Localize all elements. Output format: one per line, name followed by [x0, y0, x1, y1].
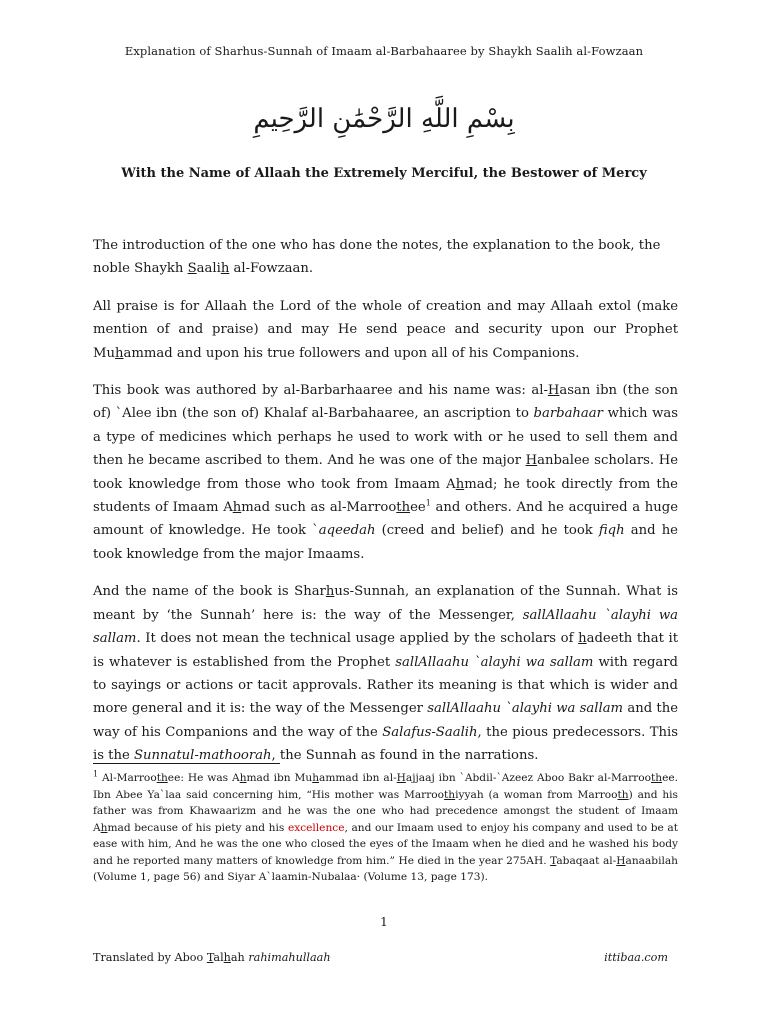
page-number: 1 [380, 915, 388, 929]
highlighted-word: excellence [287, 821, 345, 834]
running-header: Explanation of Sharhus-Sunnah of Imaam al-Barbahaaree by Shaykh Saalih al-Fowzaan [124, 44, 644, 58]
footnote-marker: 1 [93, 769, 99, 779]
footer-translator: Translated by Aboo Talhah rahimahullaah [93, 951, 331, 964]
paragraph-author: This book was authored by al-Barbarhaaree and his name was: al-Hasan ibn (the son of) `Alee ibn (the son of) Khalaf al-Barbahaaree, an ascription to barbahaar which was a type of medicines which perhaps he used to work with or he used to sell them and then he became ascribed to them. And he was one of the major Hanbalee scholars. He took knowledge from those who took from Imaam Ahmad; he took directly from the students of Imaam Ahmad such as al-Marroothee$^1$ and others. And he acquired a huge amount of knowledge. He took `aqeedah (creed and belief) and he took fiqh and he took knowledge from the major Imaams. [93, 383, 679, 562]
paragraph-book-name: And the name of the book is Sharhus-Sunnah, an explanation of the Sunnah. What is meant by ‘the Sunnah’ here is: the way of the Messenger, sallAllaahu `alayhi wa sallam. It does not mean the technical usage applied by the scholars of hadeeth that it is whatever is established from the Prophet sallAllaahu `alayhi wa sallam with regard to sayings or actions or tacit approvals. Rather its meaning is that which is wider and more general and it is: the way of the Messenger sallAllaahu `alayhi wa sallam and the way of his Companions and the way of the Salafus-Saalih, the pious predecessors. This is the Sunnatul-mathoorah, the Sunnah as found in the narrations. [93, 584, 679, 764]
document-body [93, 234, 678, 782]
footnote-divider [93, 763, 280, 764]
footnote-1: $^1$ Al-Marroothee: He was Ahmad ibn Muhammad ibn al-Hajjaaj ibn `Abdil-`Azeez Aboo Bakr al-Marroothee. Ibn Abee Ya`laa said concerning him, “His mother was Marroothiyyah (a woman from Marrooth) and his father was from Khawaarizm and he was the one who had precedence amongst the student of Imaam Ahmad because of his piety and his excellence, and our Imaam used to enjoy his company and used to be at ease with him, And he was the one who closed the eyes of the Imaam when he died and he washed his body and he reported many matters of knowledge from him.” He died in the year 275AH. Tabaqaat al-Hanaabilah (Volume 1, page 56) and Siyar A`laamin-Nubalaa· (Volume 13, page 173). [93, 769, 678, 883]
basmalah-calligraphy: بِسْمِ اللَّهِ الرَّحْمَٰنِ الرَّحِيمِ [253, 104, 515, 134]
page-heading: With the Name of Allaah the Extremely Merciful, the Bestower of Mercy [121, 166, 647, 181]
footer-website-link[interactable]: ittibaa.com [604, 951, 668, 964]
paragraph-praise: All praise is for Allaah the Lord of the whole of creation and may Allaah extol (make mention of and praise) and may He send peace and security upon our Prophet Muhammad and upon his true followers and upon all of his Companions. [93, 298, 678, 361]
paragraph-introduction: The introduction of the one who has done the notes, the explanation to the book, the noble Shaykh Saalih al-Fowzaan. [93, 238, 661, 277]
footnote-reference[interactable]: 1 [425, 498, 431, 508]
